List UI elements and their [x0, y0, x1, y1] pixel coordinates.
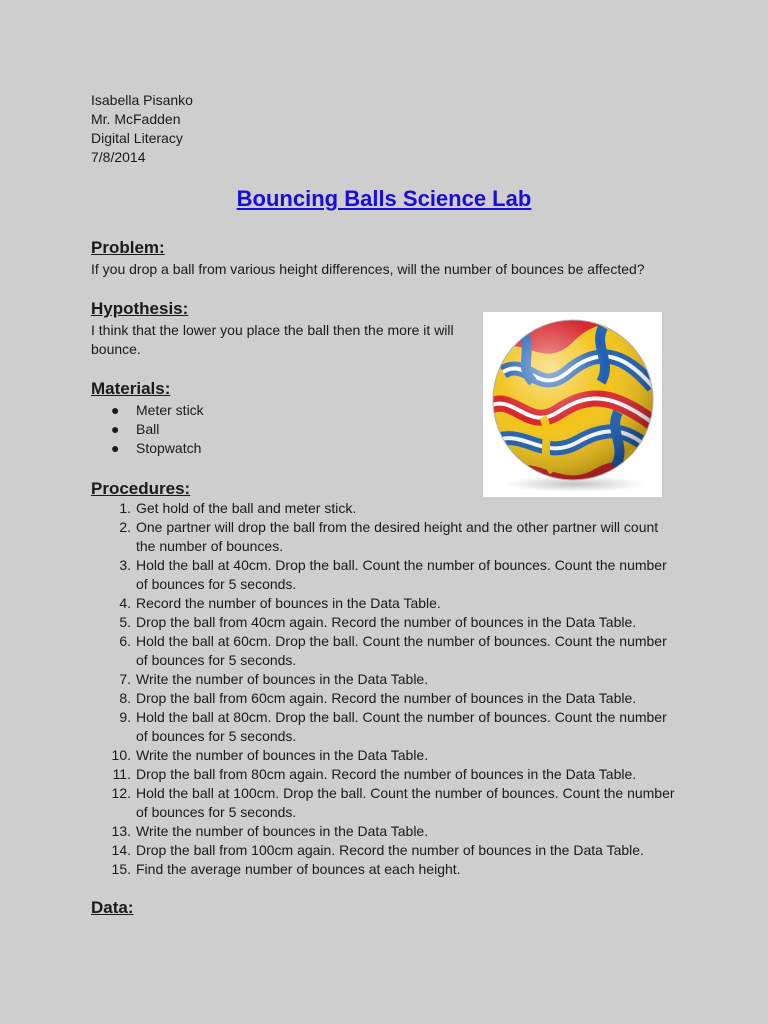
- step-text: Get hold of the ball and meter stick.: [136, 500, 357, 516]
- list-item: [111, 499, 681, 518]
- step-number: 15.: [111, 861, 131, 877]
- list-item: [111, 632, 681, 670]
- step-text: Record the number of bounces in the Data Table.: [136, 595, 441, 611]
- step-number: 12.: [111, 785, 131, 801]
- step-number: 1.: [119, 500, 131, 516]
- step-text: Drop the ball from 60cm again. Record the number of bounces in the Data Table.: [136, 690, 637, 706]
- step-number: 3.: [119, 557, 131, 573]
- step-number: 9.: [119, 709, 131, 725]
- step-number: 7.: [119, 671, 131, 687]
- problem-heading: Problem:: [91, 238, 165, 257]
- material-label: Stopwatch: [136, 440, 202, 456]
- material-label: Meter stick: [136, 402, 204, 418]
- teacher-name: Mr. McFadden: [91, 111, 181, 127]
- procedures-heading: Procedures:: [91, 479, 191, 498]
- bouncy-ball-image: [483, 312, 662, 497]
- step-text: Hold the ball at 80cm. Drop the ball. Count the number of bounces. Count the number of bounces for 5 seconds.: [136, 709, 667, 744]
- hypothesis-text: I think that the lower you place the ball then the more it will bounce.: [91, 322, 454, 357]
- list-item: [111, 841, 681, 860]
- step-number: 6.: [119, 633, 131, 649]
- data-heading: Data:: [91, 898, 134, 917]
- step-text: Hold the ball at 60cm. Drop the ball. Count the number of bounces. Count the number of bounces for 5 seconds.: [136, 633, 667, 668]
- step-text: Drop the ball from 100cm again. Record the number of bounces in the Data Table.: [136, 842, 644, 858]
- step-number: 13.: [111, 823, 131, 839]
- list-item: [111, 784, 681, 822]
- step-number: 14.: [111, 842, 131, 858]
- problem-text: If you drop a ball from various height differences, will the number of bounces be affected?: [91, 261, 645, 277]
- list-item: [111, 689, 681, 708]
- material-label: Ball: [136, 421, 160, 437]
- list-item: [111, 556, 681, 594]
- document-title: Bouncing Balls Science Lab: [236, 186, 532, 211]
- bullet-icon: ●: [111, 440, 120, 456]
- bullet-icon: ●: [111, 421, 120, 437]
- list-item: [111, 822, 681, 841]
- step-text: Write the number of bounces in the Data Table.: [136, 747, 429, 763]
- step-text: Write the number of bounces in the Data Table.: [136, 823, 429, 839]
- step-text: Drop the ball from 40cm again. Record the number of bounces in the Data Table.: [136, 614, 637, 630]
- list-item: [111, 518, 681, 556]
- author-info: [91, 91, 193, 167]
- document-date: 7/8/2014: [91, 149, 146, 165]
- materials-list: [111, 401, 204, 458]
- list-item: [111, 401, 204, 420]
- bouncy-ball-icon: [483, 312, 662, 497]
- step-number: 2.: [119, 519, 131, 535]
- materials-heading: Materials:: [91, 379, 171, 398]
- step-text: Drop the ball from 80cm again. Record the number of bounces in the Data Table.: [136, 766, 637, 782]
- step-number: 8.: [119, 690, 131, 706]
- procedures-list: [111, 499, 681, 879]
- step-text: Hold the ball at 40cm. Drop the ball. Count the number of bounces. Count the number of bounces for 5 seconds.: [136, 557, 667, 592]
- step-text: Write the number of bounces in the Data Table.: [136, 671, 429, 687]
- step-number: 10.: [111, 747, 131, 763]
- list-item: [111, 439, 204, 458]
- step-text: One partner will drop the ball from the desired height and the other partner will count the number of bounces.: [136, 519, 659, 554]
- step-number: 11.: [112, 766, 131, 782]
- list-item: [111, 746, 681, 765]
- step-text: Find the average number of bounces at each height.: [136, 861, 461, 877]
- student-name: Isabella Pisanko: [91, 92, 193, 108]
- list-item: [111, 670, 681, 689]
- step-text: Hold the ball at 100cm. Drop the ball. Count the number of bounces. Count the number of bounces for 5 seconds.: [136, 785, 675, 820]
- list-item: [111, 420, 204, 439]
- list-item: [111, 613, 681, 632]
- list-item: [111, 594, 681, 613]
- hypothesis-heading: Hypothesis:: [91, 299, 189, 318]
- list-item: [111, 860, 681, 879]
- bullet-icon: ●: [111, 402, 120, 418]
- course-name: Digital Literacy: [91, 130, 183, 146]
- step-number: 4.: [119, 595, 131, 611]
- list-item: [111, 708, 681, 746]
- list-item: [111, 765, 681, 784]
- step-number: 5.: [119, 614, 131, 630]
